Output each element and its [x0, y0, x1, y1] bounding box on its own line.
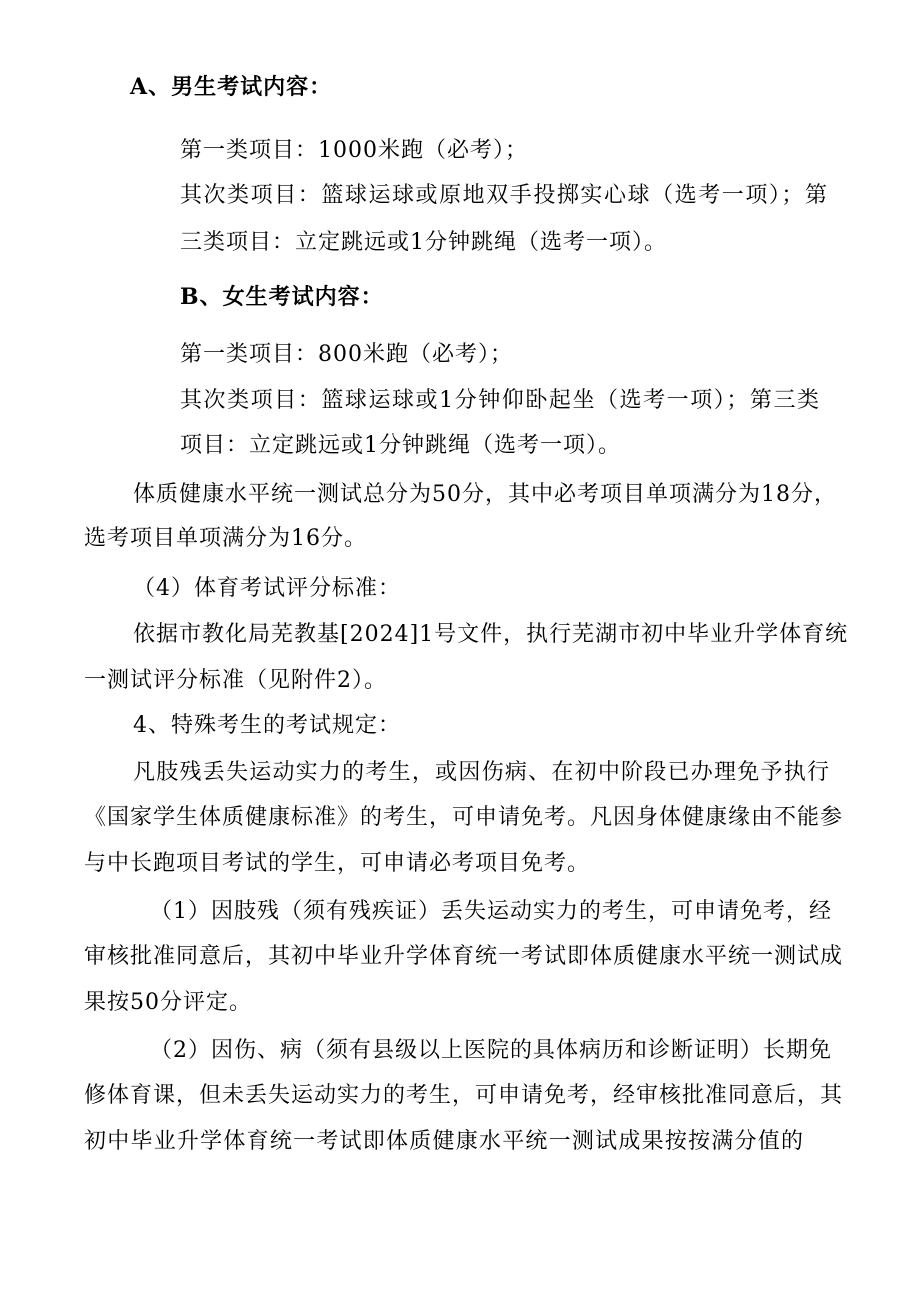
- male-category-2: 其次类项目：篮球运球或原地双手投掷实心球（选考一项）；第: [180, 183, 828, 208]
- subsection-heading: （4）体育考试评分标准：: [133, 576, 401, 601]
- paragraph-line: 审核批准同意后，其初中毕业升学体育统一考试即体质健康水平统一测试成: [84, 944, 844, 969]
- paragraph-line: 初中毕业升学体育统一考试即体质健康水平统一测试成果按按满分值的: [84, 1129, 804, 1154]
- female-category-1: 第一类项目：800米跑（必考）；: [180, 342, 513, 367]
- paragraph-line: （2）因伤、病（须有县级以上医院的具体病历和诊断证明）长期免: [150, 1038, 832, 1063]
- female-category-2: 其次类项目：篮球运球或1分钟仰卧起坐（选考一项）；第三类: [180, 388, 820, 413]
- paragraph-line: 修体育课，但未丢失运动实力的考生，可申请免考，经审核批准同意后，其: [84, 1083, 844, 1108]
- paragraph-line: 体质健康水平统一测试总分为50分，其中必考项目单项满分为18分，: [133, 482, 837, 507]
- paragraph-line: 一测试评分标准（见附件2）。: [84, 668, 387, 693]
- section-heading-male: A、男生考试内容：: [130, 74, 333, 100]
- paragraph-line: 果按50分评定。: [84, 990, 252, 1015]
- paragraph-line: 凡肢残丢失运动实力的考生，或因伤病、在初中阶段已办理免予执行: [133, 760, 830, 785]
- male-category-1: 第一类项目：1000米跑（必考）；: [180, 138, 528, 163]
- paragraph-line: 选考项目单项满分为16分。: [84, 526, 367, 551]
- paragraph-line: 依据市教化局芜教基[2024]1号文件，执行芜湖市初中毕业升学体育统: [133, 622, 849, 647]
- paragraph-line: 与中长跑项目考试的学生，可申请必考项目免考。: [84, 851, 591, 876]
- subsection-heading: 4、特殊考生的考试规定：: [133, 713, 401, 738]
- male-category-3: 三类项目：立定跳远或1分钟跳绳（选考一项）。: [180, 230, 667, 255]
- female-category-3: 项目：立定跳远或1分钟跳绳（选考一项）。: [180, 433, 621, 458]
- section-heading-female: B、女生考试内容：: [180, 284, 384, 310]
- paragraph-line: （1）因肢残（须有残疾证）丢失运动实力的考生，可申请免考，经: [150, 899, 832, 924]
- paragraph-line: 《国家学生体质健康标准》的考生，可申请免考。凡因身体健康缘由不能参: [84, 805, 844, 830]
